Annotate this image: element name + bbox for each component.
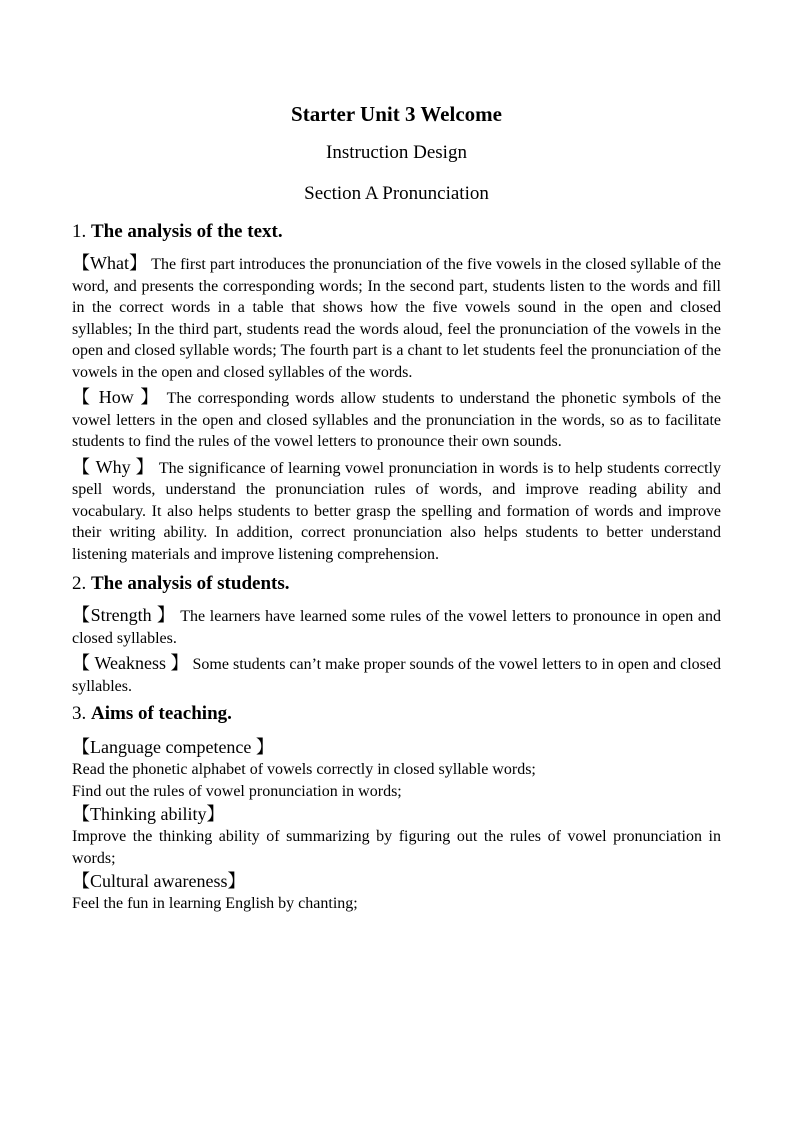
- language-line-2: Find out the rules of vowel pronunciation in words;: [72, 782, 402, 800]
- thinking-ability-tag: 【Thinking ability】: [72, 804, 225, 824]
- section3-heading: [72, 701, 721, 727]
- section1-number: 1.: [72, 221, 87, 242]
- how-paragraph: [72, 387, 721, 453]
- what-paragraph: [72, 253, 721, 383]
- what-tag: 【What】: [72, 253, 148, 273]
- why-text: The significance of learning vowel pronunciation in words is to help students correctly spell words, understand the pronunciation rules of words, and improve reading ability and vocabulary. It also helps students to better grasp the spelling and formation of words and improve their writing ability. In addition, correct pronunciation also helps students to better understand listening materials and improve listening comprehension.: [72, 459, 722, 563]
- strength-tag: 【Strength 】: [72, 605, 176, 625]
- section2-title: The analysis of students.: [91, 573, 290, 594]
- language-line-1: Read the phonetic alphabet of vowels correctly in closed syllable words;: [72, 761, 536, 778]
- why-tag: 【 Why 】: [72, 456, 155, 477]
- section3-title: Aims of teaching.: [91, 703, 232, 724]
- strength-text: The learners have learned some rules of the vowel letters to pronounce in open and closed syllables.: [72, 608, 722, 647]
- language-competence-tag: 【Language competence 】: [72, 737, 274, 757]
- strength-paragraph: [72, 605, 721, 649]
- cultural-awareness-tag: 【Cultural awareness】: [72, 871, 246, 891]
- section1-heading: [72, 219, 721, 245]
- weakness-text: Some students can’t make proper sounds of the vowel letters to in open and closed syllables.: [72, 656, 722, 695]
- how-tag: 【 How 】: [72, 387, 161, 407]
- document-page: [72, 100, 721, 915]
- document-subtitle: Instruction Design: [326, 142, 467, 163]
- how-text: The corresponding words allow students to understand the phonetic symbols of the vowel letters in the open and closed syllables and the pronunciation in the words, so as to facilitate students to find the rules of the vowel letters to pronounce their own sounds.: [72, 390, 722, 450]
- weakness-tag: 【 Weakness 】: [72, 653, 189, 673]
- what-text: The first part introduces the pronunciation of the five vowels in the closed syllable of the word, and presents the corresponding words; In the second part, students listen to the words and fill in the correct words in a table that shows how the five vowels sound in the open and closed syllables; In the third part, students read the words aloud, feel the pronunciation of the vowels in the open and closed syllable words; The fourth part is a chant to let students feel the pronunciation of the vowels in the open and closed syllables of the words.: [72, 256, 722, 381]
- section1-title: The analysis of the text.: [91, 221, 283, 242]
- section2-number: 2.: [72, 573, 87, 594]
- section2-heading: [72, 571, 721, 597]
- why-paragraph: [72, 457, 721, 566]
- section3-number: 3.: [72, 703, 87, 724]
- thinking-text: Improve the thinking ability of summarizing by figuring out the rules of vowel pronunciation in words;: [72, 828, 721, 867]
- document-title: Starter Unit 3 Welcome: [291, 102, 502, 126]
- weakness-paragraph: [72, 653, 721, 697]
- cultural-text: Feel the fun in learning English by chanting;: [72, 895, 358, 912]
- section-subtitle: Section A Pronunciation: [304, 183, 489, 204]
